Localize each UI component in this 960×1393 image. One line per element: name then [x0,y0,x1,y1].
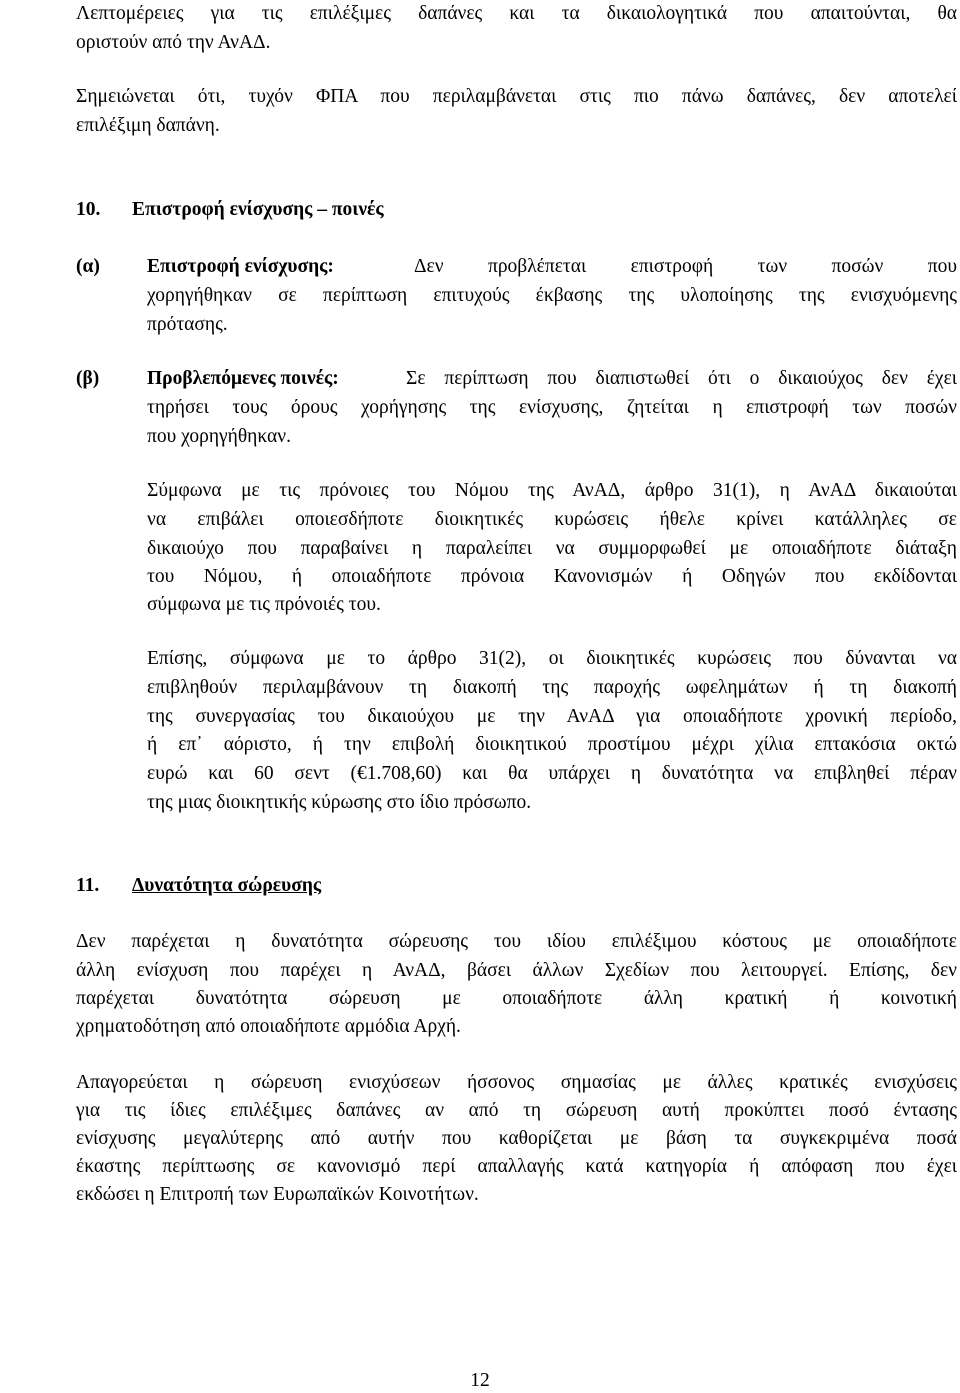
list-marker: (β) [76,368,100,389]
text-line: Λεπτομέρειες για τις επιλέξιμες δαπάνες και τα δικαιολογητικά που απαιτούνται, θα [76,3,957,24]
text-line: Σύμφωνα με τις πρόνοιες του Νόμου της ΑνΑΔ, άρθρο 31(1), η ΑνΑΔ δικαιούται [147,480,957,501]
text-line: δικαιούχο που παραβαίνει η παραλείπει να συμμορφωθεί με οποιαδήποτε διάταξη [147,538,957,559]
text-line: της συνεργασίας του δικαιούχου με την ΑνΑΔ για οποιαδήποτε χρονική περίοδο, [147,706,957,727]
text-line: άλλη ενίσχυση που παρέχει η ΑνΑΔ, βάσει άλλων Σχεδίων που λειτουργεί. Επίσης, δεν [76,960,957,981]
text-line: Απαγορεύεται η σώρευση ενισχύσεων ήσσονος σημασίας με άλλες κρατικές ενισχύσεις [76,1072,957,1093]
section-title: Επιστροφή ενίσχυσης – ποινές [132,199,384,220]
text-line: επιβληθούν περιλαμβάνουν τη διακοπή της παροχής ωφελημάτων ή τη διακοπή [147,677,957,698]
text-line: ή επ᾽ αόριστο, ή την επιβολή διοικητικού προστίμου μέχρι χίλια επτακόσια οκτώ [147,734,957,755]
text-line: σύμφωνα με τις πρόνοιές του. [147,594,381,615]
text-line: του Νόμου, ή οποιαδήποτε πρόνοια Κανονισμών ή Οδηγών που εκδίδονται [147,566,957,587]
section-number: 11. [76,875,100,896]
page-number: 12 [470,1370,490,1391]
text-line: παρέχεται δυνατότητα σώρευση με οποιαδήποτε άλλη κρατική ή κοινοτική [76,988,957,1009]
text-line: πρότασης. [147,314,228,335]
text-line: ενίσχυσης μεγαλύτερης από αυτήν που καθορίζεται με βάση τα συγκεκριμένα ποσά [76,1128,957,1149]
text-line: Σημειώνεται ότι, τυχόν ΦΠΑ που περιλαμβάνεται στις πιο πάνω δαπάνες, δεν αποτελεί [76,86,957,107]
text-line: Σε περίπτωση που διαπιστωθεί ότι ο δικαιούχος δεν έχει [406,368,957,389]
text-line: που χορηγήθηκαν. [147,426,291,447]
text-line: Δεν προβλέπεται επιστροφή των ποσών που [414,256,957,277]
text-line: έκαστης περίπτωσης σε κανονισμό περί απαλλαγής κατά κατηγορία ή απόφαση που έχει [76,1156,957,1177]
text-line: ευρώ και 60 σεντ (€1.708,60) και θα υπάρχει η δυνατότητα να επιβληθεί πέραν [147,763,957,784]
text-line: Δεν παρέχεται η δυνατότητα σώρευσης του ιδίου επιλέξιμου κόστους με οποιαδήποτε [76,931,957,952]
text-line: της μιας διοικητικής κύρωσης στο ίδιο πρόσωπο. [147,792,532,813]
section-number: 10. [76,199,101,220]
section-title: Δυνατότητα σώρευσης [132,875,322,896]
text-line: επιλέξιμη δαπάνη. [76,115,220,136]
text-line: χρηματοδότηση από οποιαδήποτε αρμόδια Αρχή. [76,1016,461,1037]
text-line: για τις ίδιες επιλέξιμες δαπάνες αν από τη σώρευση αυτή προκύπτει ποσό έντασης [76,1100,957,1121]
text-line: εκδώσει η Επιτροπή των Ευρωπαϊκών Κοινοτήτων. [76,1184,479,1205]
text-line: τηρήσει τους όρους χορήγησης της ενίσχυσης, ζητείται η επιστροφή των ποσών [147,397,957,418]
text-line: Επίσης, σύμφωνα με το άρθρο 31(2), οι διοικητικές κυρώσεις που δύνανται να [147,648,957,669]
list-marker: (α) [76,256,100,277]
list-item-heading: Επιστροφή ενίσχυσης: [147,256,334,277]
text-line: να επιβάλει οποιεσδήποτε διοικητικές κυρώσεις ήθελε κρίνει κατάλληλες σε [147,509,957,530]
text-line: οριστούν από την ΑνΑΔ. [76,32,271,53]
list-item-heading: Προβλεπόμενες ποινές: [147,368,339,389]
text-line: χορηγήθηκαν σε περίπτωση επιτυχούς έκβασης της υλοποίησης της ενισχυόμενης [147,285,957,306]
